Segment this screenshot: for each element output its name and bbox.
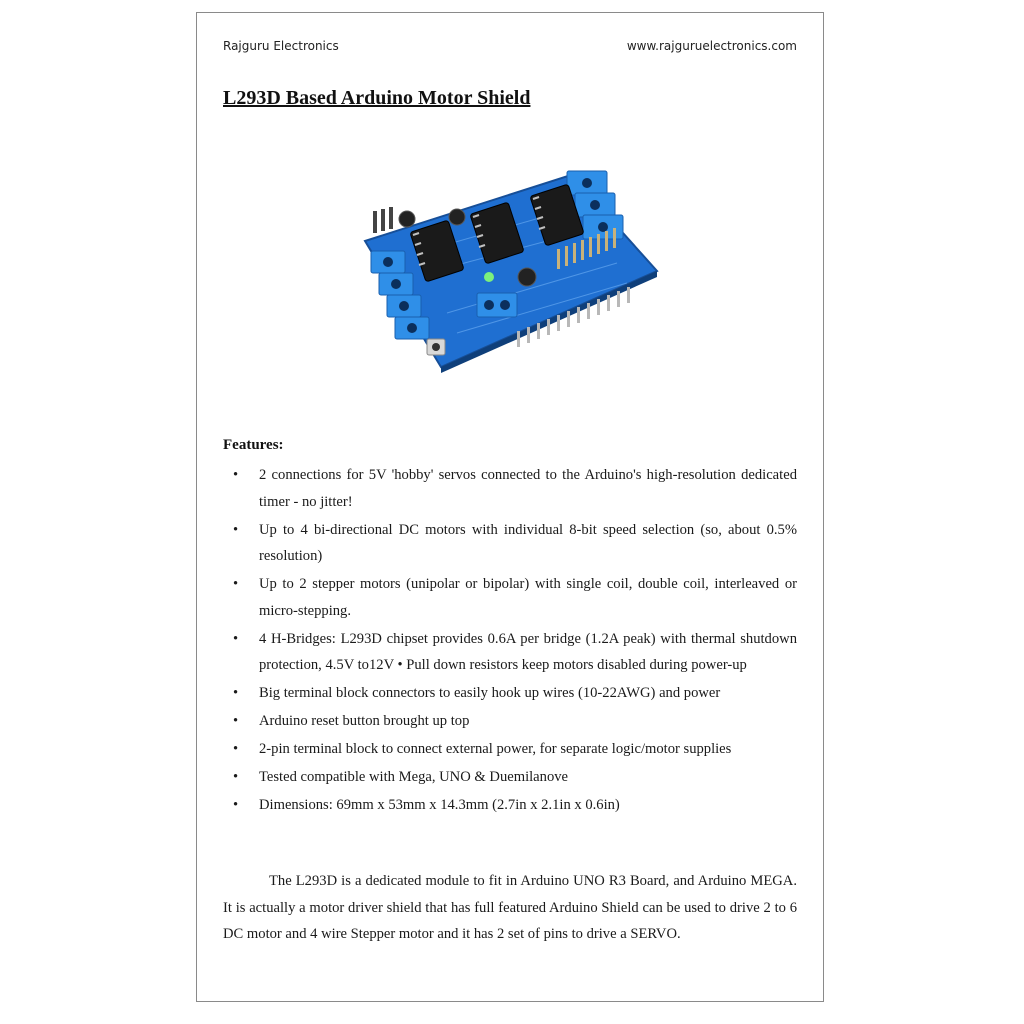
document-page [196, 12, 824, 1002]
page-header [223, 39, 797, 53]
features-list [223, 462, 797, 820]
feature-text: Up to 2 stepper motors (unipolar or bipolar) with single coil, double coil, interleaved or micro-stepping. [259, 576, 797, 619]
list-item [223, 517, 797, 570]
document-title: L293D Based Arduino Motor Shield [223, 87, 531, 109]
feature-text: Up to 4 bi-directional DC motors with individual 8-bit speed selection (so, about 0.5% resolution) [259, 521, 797, 564]
feature-text: 4 H-Bridges: L293D chipset provides 0.6A per bridge (1.2A peak) with thermal shutdown protection, 4.5V to12V • Pull down resistors keep motors disabled during power-up [259, 630, 797, 673]
list-item [223, 736, 797, 763]
bullet-icon: • [233, 576, 239, 592]
bullet-icon: • [233, 797, 239, 813]
list-item [223, 462, 797, 515]
list-item [223, 626, 797, 679]
list-item [223, 708, 797, 735]
feature-text: Dimensions: 69mm x 53mm x 14.3mm (2.7in x 2.1in x 0.6in) [259, 797, 620, 813]
list-item [223, 792, 797, 819]
company-name: Rajguru Electronics [223, 39, 339, 53]
description-paragraph: The L293D is a dedicated module to fit in Arduino UNO R3 Board, and Arduino MEGA. It is actually a motor driver shield that has full featured Arduino Shield can be used to drive 2 to 6 DC motor and 4 wire Stepper motor and it has 2 set of pins to drive a SERVO. [223, 873, 797, 942]
bullet-icon: • [233, 741, 239, 757]
website-url: www.rajguruelectronics.com [626, 39, 797, 53]
feature-text: Big terminal block connectors to easily hook up wires (10-22AWG) and power [259, 685, 721, 701]
feature-text: Tested compatible with Mega, UNO & Duemilanove [259, 769, 569, 785]
list-item [223, 680, 797, 707]
list-item [223, 571, 797, 624]
bullet-icon: • [233, 685, 239, 701]
motor-shield-illustration [357, 153, 667, 393]
bullet-icon: • [233, 769, 239, 785]
bullet-icon: • [233, 521, 239, 538]
product-photo [357, 153, 667, 393]
bullet-icon: • [233, 630, 239, 647]
bullet-icon: • [233, 713, 239, 729]
feature-text: 2 connections for 5V 'hobby' servos connected to the Arduino's high-resolution dedicated timer - no jitter! [259, 467, 797, 510]
feature-text: Arduino reset button brought up top [259, 713, 470, 729]
list-item [223, 764, 797, 791]
feature-text: 2-pin terminal block to connect external power, for separate logic/motor supplies [259, 741, 732, 757]
bullet-icon: • [233, 467, 239, 483]
features-heading: Features: [223, 437, 284, 453]
